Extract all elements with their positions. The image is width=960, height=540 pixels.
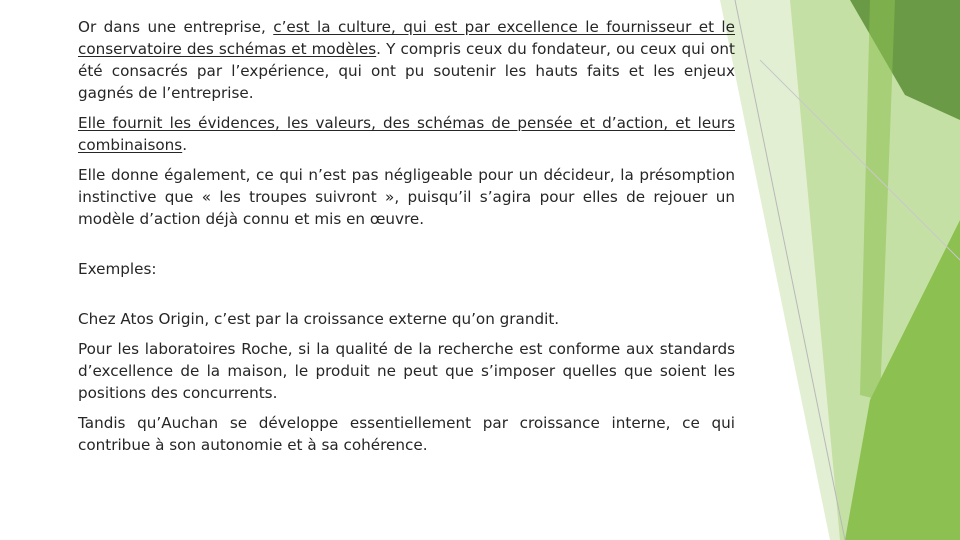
- paragraph-evidences: [78, 112, 735, 156]
- underlined-text: Elle fournit les évidences, les valeurs, des schémas de pensée et d’action, et leurs combinaisons: [78, 114, 735, 154]
- paragraph-example-atos: Chez Atos Origin, c’est par la croissance externe qu’on grandit.: [78, 310, 560, 328]
- paragraph-text: . Y compris ceux du fondateur, ou ceux qui ont été consacrés par l’expérience, qui ont pu soutenir les hauts faits et les enjeux gagnés de l’entreprise.: [78, 40, 735, 102]
- paragraph-presumption: Elle donne également, ce qui n’est pas négligeable pour un décideur, la présomption instinctive que « les troupes suivront », puisqu’il s’agira pour elles de rejouer un modèle d’action déjà connu et mis en œuvre.: [78, 166, 735, 228]
- paragraph-text: Or dans une entreprise,: [78, 18, 274, 36]
- underlined-text: c’est la culture, qui est par excellence le fournisseur et le conservatoire des schémas et modèles: [78, 18, 735, 58]
- paragraph-example-auchan: Tandis qu’Auchan se développe essentiellement par croissance interne, ce qui contribue à son autonomie et à sa cohérence.: [78, 414, 735, 454]
- paragraph-examples-heading: Exemples:: [78, 260, 157, 278]
- paragraph-culture: [78, 16, 735, 104]
- paragraph-text: .: [182, 136, 188, 154]
- text-body: [78, 16, 735, 464]
- paragraph-example-roche: Pour les laboratoires Roche, si la qualité de la recherche est conforme aux standards d’excellence de la maison, le produit ne peut que s’imposer quelles que soient les positions des concurrents.: [78, 340, 735, 402]
